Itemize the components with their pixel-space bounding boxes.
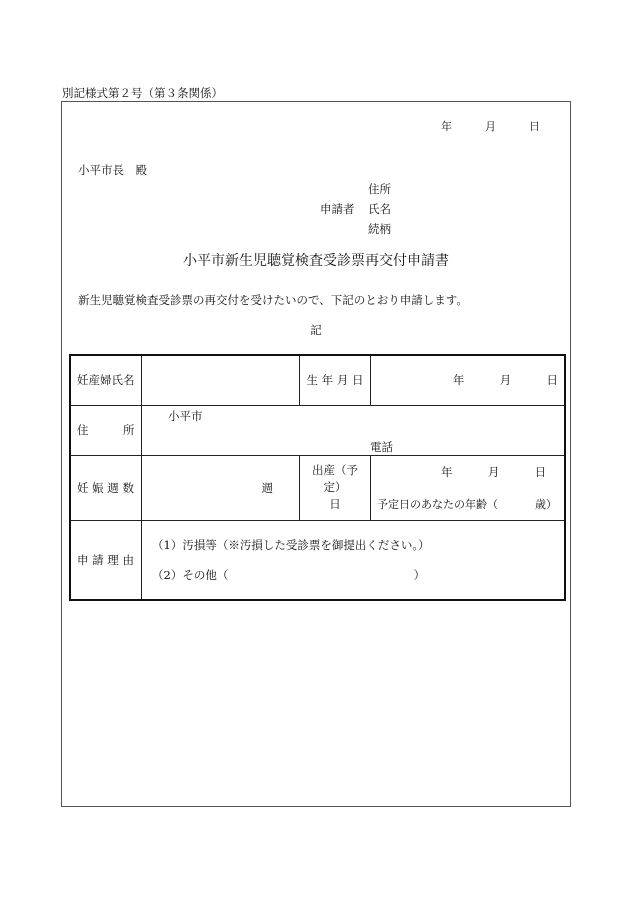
reason-option-1[interactable]: （1）汚損等（※汚損した受診票を御提出ください。）	[152, 537, 430, 552]
date-month-unit: 月	[485, 120, 496, 133]
address-field[interactable]	[142, 405, 566, 455]
birthdate-label: 生 年 月 日	[300, 355, 371, 405]
week-unit: 週	[261, 480, 273, 495]
birthdate-day-unit: 日	[546, 373, 558, 388]
date-year-unit: 年	[441, 120, 452, 133]
reason-option-2[interactable]	[152, 560, 558, 590]
applicant-address-label: 住所	[368, 182, 391, 196]
mother-name-label: 妊産婦氏名	[70, 355, 142, 405]
delivery-month-unit: 月	[487, 464, 500, 479]
gestation-label: 妊 娠 週 数	[70, 455, 142, 520]
birthdate-year-unit: 年	[452, 373, 465, 388]
table-row	[70, 455, 565, 520]
addressee: 小平市長 殿	[78, 163, 147, 177]
mother-name-field[interactable]	[142, 355, 300, 405]
gestation-field[interactable]	[142, 455, 300, 520]
reason-2-open: （2）その他（	[152, 567, 229, 582]
delivery-day-unit: 日	[534, 464, 547, 479]
delivery-label-line1: 出産（予定）	[312, 463, 358, 494]
document-title: 小平市新生児聴覚検査受診票再交付申請書	[183, 253, 449, 269]
applicant-relation-label: 続柄	[368, 222, 391, 236]
application-table	[69, 354, 566, 601]
date-line	[441, 118, 540, 134]
delivery-date-label	[300, 455, 371, 520]
form-frame	[61, 101, 571, 807]
applicant-role-label: 申請者	[320, 202, 355, 216]
body-text: 新生児聴覚検査受診票の再交付を受けたいので、下記のとおり申請します。	[78, 293, 468, 307]
phone-label: 電話	[370, 439, 393, 454]
delivery-year-unit: 年	[441, 464, 453, 479]
reason-label: 申 請 理 由	[70, 520, 142, 600]
reason-2-close: ）	[413, 567, 426, 582]
date-day-unit: 日	[529, 120, 540, 133]
delivery-date-units	[441, 464, 546, 480]
table-row	[70, 405, 565, 455]
table-row	[70, 520, 565, 600]
age-label: 予定日のあなたの年齢（	[377, 497, 498, 511]
age-unit: 歳）	[535, 497, 557, 511]
reason-field[interactable]	[142, 520, 566, 600]
ki-mark: 記	[310, 323, 322, 337]
birthdate-field[interactable]	[371, 355, 566, 405]
address-label: 住 所	[70, 405, 142, 455]
applicant-name-label: 氏名	[368, 202, 391, 216]
delivery-label-line2: 日	[329, 497, 341, 511]
table-row	[70, 355, 565, 405]
age-line	[377, 496, 557, 512]
form-number-label: 別記様式第２号（第３条関係）	[62, 86, 223, 100]
birthdate-month-unit: 月	[499, 373, 512, 388]
address-prefix: 小平市	[168, 408, 203, 423]
delivery-date-field[interactable]	[371, 455, 566, 520]
